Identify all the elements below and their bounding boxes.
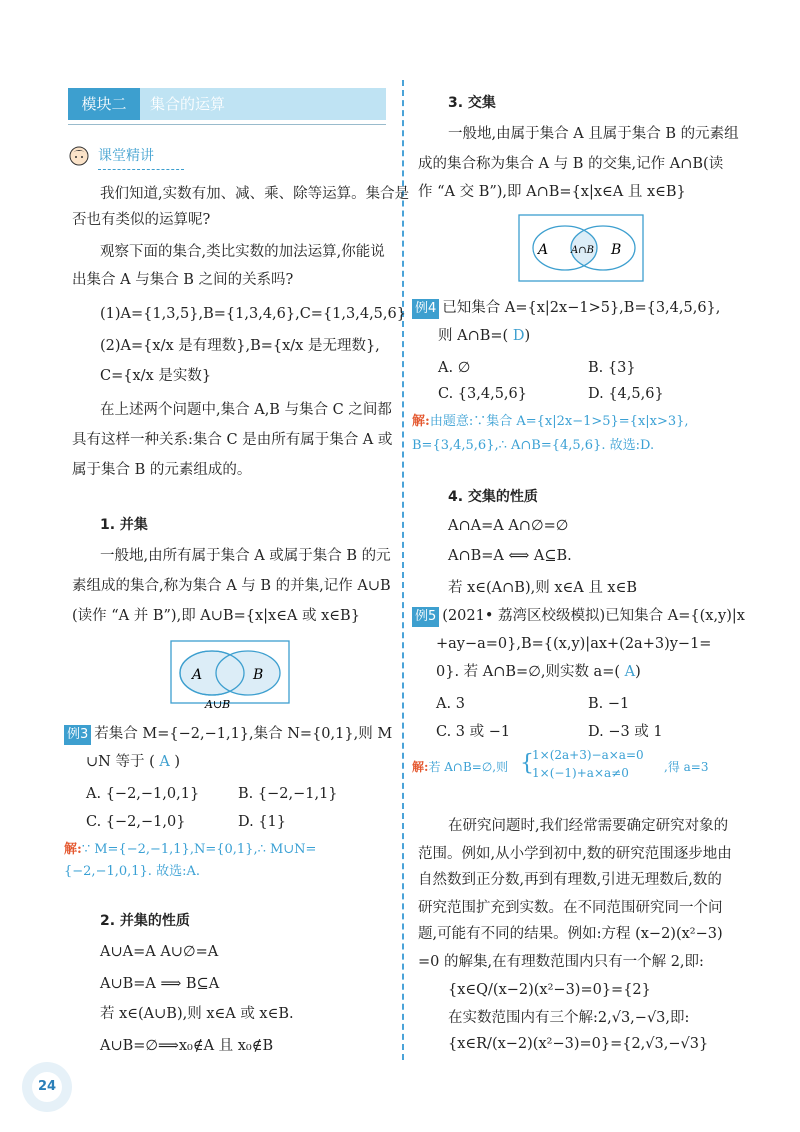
example5-question-cont2: 0}. 若 A∩B=∅,则实数 a=( A) <box>436 664 641 680</box>
example5-system-eq2: 1×(−1)+a×a≠0 <box>532 766 629 780</box>
closing-line: 在研究问题时,我们经常需要确定研究对象的 <box>448 818 729 834</box>
venn-union-label: A∪B <box>205 698 231 711</box>
example5-option-c: C. 3 或 −1 <box>436 724 511 740</box>
page-number-badge <box>22 1062 72 1112</box>
example5-question-cont: +ay−a=0},B={(x,y)|ax+(2a+3)y−1= <box>436 636 712 652</box>
inter-props-heading: 4. 交集的性质 <box>448 489 538 505</box>
example3-answer: A <box>159 754 170 770</box>
example5-system-eq1: 1×(2a+3)−a×a=0 <box>532 748 644 762</box>
example3-question-cont: ∪N 等于 ( A ) <box>86 754 181 770</box>
closing-line: 题,可能有不同的结果。例如:方程 (x−2)(x²−3) <box>418 926 723 942</box>
intro-line: 在上述两个问题中,集合 A,B 与集合 C 之间都 <box>100 402 392 418</box>
union-venn-diagram <box>170 640 295 712</box>
example5-solution: 解:若 A∩B=∅,则 { 1×(2a+3)−a×a=0 1×(−1)+a×a≠0 ,得 a=3 <box>412 748 709 780</box>
intro-line: 观察下面的集合,类比实数的加法运算,你能说 <box>100 244 385 260</box>
example5-tag: 例5 <box>412 607 439 627</box>
example4-solution: 解:由题意:∵集合 A={x|2x−1>5}={x|x>3}, <box>412 414 689 429</box>
module-underline <box>68 124 386 125</box>
union-line: 一般地,由所有属于集合 A 或属于集合 B 的元 <box>100 548 391 564</box>
example4-question: 例4 已知集合 A={x|2x−1>5},B={3,4,5,6}, <box>412 298 720 319</box>
union-props-heading: 2. 并集的性质 <box>100 913 190 929</box>
inter-prop-line: 若 x∈(A∩B),则 x∈A 且 x∈B <box>448 580 637 596</box>
closing-line: {x∈R/(x−2)(x²−3)=0}={2,√3,−√3} <box>448 1036 709 1052</box>
example4-option-b: B. {3} <box>588 360 636 376</box>
intro-line: 我们知道,实数有加、减、乘、除等运算。集合是 <box>100 186 410 202</box>
union-heading: 1. 并集 <box>100 517 148 533</box>
union-prop-line: 若 x∈(A∪B),则 x∈A 或 x∈B. <box>100 1006 294 1022</box>
example3-option-d: D. {1} <box>238 814 287 830</box>
example3-option-a: A. {−2,−1,0,1} <box>86 786 200 802</box>
example4-solution-cont: B={3,4,5,6},∴ A∩B={4,5,6}. 故选:D. <box>412 438 655 453</box>
union-prop-line: A∪B=∅⟹x₀∉A 且 x₀∉B <box>100 1038 274 1054</box>
intro-line: (1)A={1,3,5},B={1,3,4,6},C={1,3,4,5,6} <box>100 306 406 322</box>
example3-tag: 例3 <box>64 725 91 745</box>
intro-line: 具有这样一种关系:集合 C 是由所有属于集合 A 或 <box>72 432 393 448</box>
venn-label-a: A <box>192 667 203 683</box>
example5-option-b: B. −1 <box>588 696 630 712</box>
module-title: 集合的运算 <box>150 95 226 113</box>
module-header <box>68 88 386 120</box>
union-line: 素组成的集合,称为集合 A 与 B 的并集,记作 A∪B <box>72 578 391 594</box>
intro-line: (2)A={x/x 是有理数},B={x/x 是无理数}, <box>100 338 380 354</box>
closing-line: 范围。例如,从小学到初中,数的研究范围逐步地由 <box>418 846 732 862</box>
example5-option-d: D. −3 或 1 <box>588 724 663 740</box>
example5-option-a: A. 3 <box>436 696 465 712</box>
example3-option-b: B. {−2,−1,1} <box>238 786 338 802</box>
example4-option-c: C. {3,4,5,6} <box>438 386 527 402</box>
example4-option-a: A. ∅ <box>438 360 471 376</box>
venn-label-b: B <box>611 242 622 258</box>
page-number: 24 <box>32 1072 62 1102</box>
intersection-heading: 3. 交集 <box>448 95 496 111</box>
closing-line: =0 的解集,在有理数范围内只有一个解 2,即: <box>418 954 704 970</box>
example4-option-d: D. {4,5,6} <box>588 386 664 402</box>
example4-tag: 例4 <box>412 299 439 319</box>
closing-line: {x∈Q/(x−2)(x²−3)=0}={2} <box>448 982 651 998</box>
column-divider <box>402 80 404 1060</box>
module-tag: 模块二 <box>68 88 140 120</box>
example5-answer: A <box>624 664 636 680</box>
example4-answer: D <box>512 328 525 344</box>
inter-prop-line: A∩A=A A∩∅=∅ <box>448 518 569 534</box>
intro-line: 否也有类似的运算呢? <box>72 212 211 228</box>
example3-option-c: C. {−2,−1,0} <box>86 814 186 830</box>
example3-solution-cont: {−2,−1,0,1}. 故选:A. <box>64 864 200 879</box>
inter-prop-line: A∩B=A ⟺ A⊆B. <box>448 548 572 564</box>
lesson-label-text: 课堂精讲 <box>98 148 154 164</box>
closing-line: 在实数范围内有三个解:2,√3,−√3,即: <box>448 1010 690 1026</box>
intro-line: 属于集合 B 的元素组成的。 <box>72 462 252 478</box>
intro-line: C={x/x 是实数} <box>100 368 212 384</box>
example3-solution: 解:∵ M={−2,−1,1},N={0,1},∴ M∪N= <box>64 842 317 857</box>
lesson-label <box>68 145 154 167</box>
intersection-line: 一般地,由属于集合 A 且属于集合 B 的元素组 <box>448 126 739 142</box>
union-prop-line: A∪B=A ⟹ B⊆A <box>100 976 220 992</box>
union-line: (读作 “A 并 B”),即 A∪B={x|x∈A 或 x∈B} <box>72 608 360 624</box>
union-prop-line: A∪A=A A∪∅=A <box>100 944 219 960</box>
intersection-line: 成的集合称为集合 A 与 B 的交集,记作 A∩B(读 <box>418 156 724 172</box>
venn-label-a: A <box>538 242 549 258</box>
example5-question: 例5 (2021• 荔湾区校级模拟)已知集合 A={(x,y)|x <box>412 606 745 627</box>
intersection-line: 作 “A 交 B”),即 A∩B={x|x∈A 且 x∈B} <box>418 184 686 200</box>
example3-question: 例3 若集合 M={−2,−1,1},集合 N={0,1},则 M <box>64 724 392 745</box>
venn-label-b: B <box>253 667 264 683</box>
intersection-venn-diagram <box>518 214 648 286</box>
venn-intersection-label: A∩B <box>571 245 594 256</box>
intro-line: 出集合 A 与集合 B 之间的关系吗? <box>72 272 294 288</box>
closing-line: 自然数到正分数,再到有理数,引进无理数后,数的 <box>418 872 722 888</box>
student-avatar-icon <box>68 145 90 167</box>
closing-line: 研究范围扩充到实数。在不同范围研究同一个问 <box>418 900 723 916</box>
example4-question-cont: 则 A∩B=( D) <box>438 328 531 344</box>
